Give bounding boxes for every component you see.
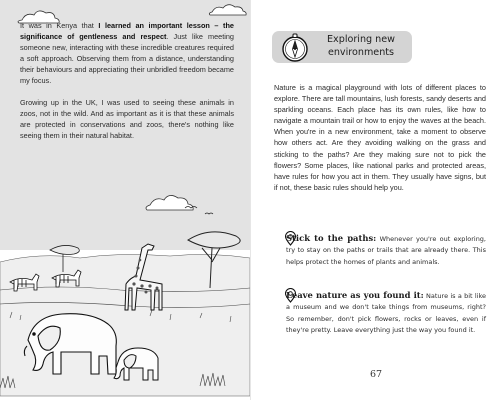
compass-icon (280, 33, 310, 63)
intro-paragraph: Nature is a magical playground with lots of different places to explore. There are tall mountains, lush forests, sandy deserts and sparkling oceans. Each place has its own rules, like how to navigate a mountain trail or how to enjoy the waves at the beach. When you're in a new environment, take a moment to observe how others act. Are they avoiding walking on the grass and sticking to the paths? Are they making sure not to pick the flowers? Some places, like national parks and protected areas, have rules for how you act in them. They usually have signs, but if not, these basic rules should help you. (274, 83, 486, 192)
bird-icon (185, 207, 213, 215)
paragraph-1-prefix: It was in Kenya that (20, 21, 99, 30)
safari-illustration (0, 200, 250, 400)
page-number: 67 (370, 369, 383, 380)
section-title: Exploring new environments (326, 34, 396, 58)
tip-body: Whenever you're out exploring, try to stay on the paths or trails that are already there. This helps protect the homes of plants and animals. (286, 235, 487, 266)
tip-heading: Stick to the paths: (286, 233, 377, 243)
left-paragraph-2: Growing up in the UK, I was used to seeing these animals in zoos, not in the wild. And as important as it is that these animals are protected in conservations and zoos, there's nothing like seeing them in their natural habitat. (20, 97, 234, 140)
left-paragraph-1 (20, 20, 234, 87)
section-banner (272, 27, 412, 69)
paragraph-1-emphasis: I learned an important lesson – the significance of gentleness and respect (20, 21, 234, 42)
tip-stick-to-paths (286, 233, 486, 268)
tip-body: Nature is a bit like a museum and we don't take things from museums, right? So remember, don't pick flowers, rocks or leaves, even if they're pretty. Leave everything just the way you found it. (286, 292, 486, 334)
tip-heading: Leave nature as you found it: (286, 290, 424, 300)
left-body-text (20, 20, 234, 151)
tip-leave-nature (286, 290, 486, 336)
paragraph-1-suffix: . Just like meeting someone new, interacting with these incredible creatures required a soft approach. Observing them from a distance, understanding their behaviours and appreciating their unbridled freedom became my focus. (20, 32, 234, 86)
